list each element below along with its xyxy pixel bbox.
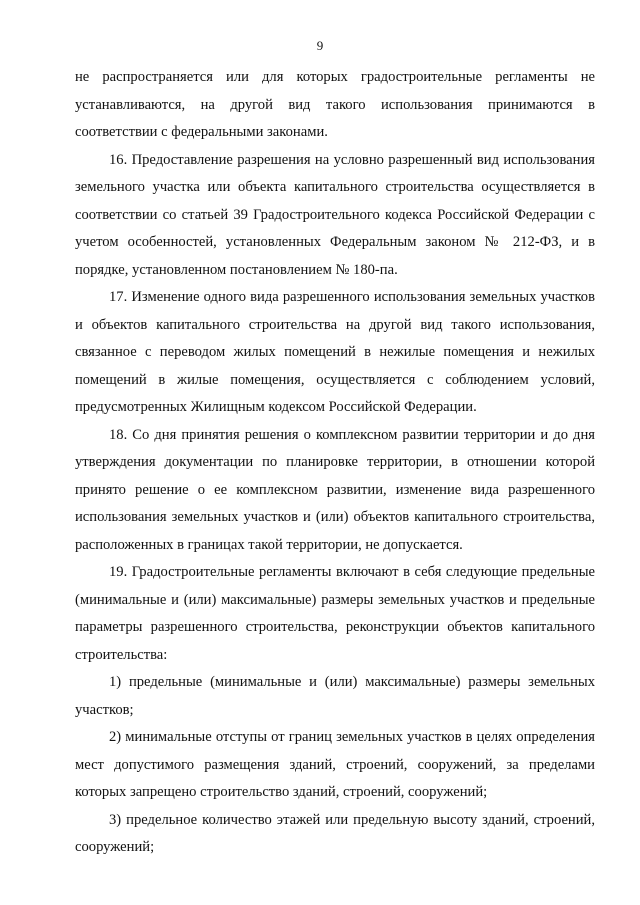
list-item-2: 2) минимальные отступы от границ земельных участков в целях определения мест допустимого размещения зданий, строений, сооружений, за пределами которых запрещено строительство зданий, строений, сооружений; xyxy=(75,729,595,800)
paragraph-19: 19. Градостроительные регламенты включают в себя следующие предельные (минимальные и (или) максимальные) размеры земельных участков и предельные параметры разрешенного строительства, реконструкции объектов капитального строительства: xyxy=(75,564,595,663)
paragraph-16: 16. Предоставление разрешения на условно разрешенный вид использования земельного участка или объекта капитального строительства осуществляется в соответствии со статьей 39 Градостроительного кодекса Российской Федерации с учетом особенностей, установленных Федеральным законом № 212-ФЗ, и в порядке, установленном постановлением № 180-па. xyxy=(75,151,595,278)
paragraph-18: 18. Со дня принятия решения о комплексном развитии территории и до дня утверждения документации по планировке территории, в отношении которой принято решение о ее комплексном развитии, изменение вида разрешенного использования земельных участков и (или) объектов капитального строительства, расположенных в границах такой территории, не допускается. xyxy=(75,426,595,553)
document-body xyxy=(75,64,595,862)
list-item-1: 1) предельные (минимальные и (или) максимальные) размеры земельных участков; xyxy=(75,674,595,718)
paragraph-continuation: не распространяется или для которых градостроительные регламенты не устанавливаются, на другой вид такого использования принимаются в соответствии с федеральными законами. xyxy=(75,69,595,140)
list-item-3: 3) предельное количество этажей или предельную высоту зданий, строений, сооружений; xyxy=(75,811,595,855)
paragraph-17: 17. Изменение одного вида разрешенного использования земельных участков и объектов капитального строительства на другой вид такого использования, связанное с переводом жилых помещений в нежилые помещения и нежилых помещений в жилые помещения, осуществляется с соблюдением условий, предусмотренных Жилищным кодексом Российской Федерации. xyxy=(75,289,595,415)
page-number: 9 xyxy=(316,38,324,53)
